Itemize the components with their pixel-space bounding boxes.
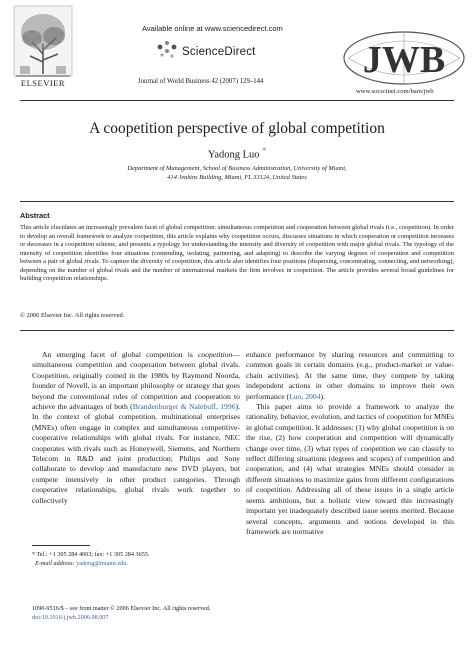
citation-link-brandenburger[interactable]: Brandenburger & Nalebuff, 1996	[132, 402, 236, 412]
abstract-text: This article elucidates an increasingly prevalent facet of global competition: simultaneous competition and cooperation between global rivals (i.e., coopetition). In order to develop an overall framework to analyze coopetition, this article explains why coopetition occurs, discusses situations in which cooperation or competition increases or decreases in a coopetition scheme, and presents a typology for understanding the intensity and diversity of coopetition with major global rivals. The typology of the intensity of coopetition identifies four situations (contending, isolating, partnering, and adapting) to describe the varying degrees of cooperation and competition between a pair of global rivals. To capture the diversity of coopetition, this article also identifies four positions (dispersing, concentrating, connecting, and networking), depending on the number of global rivals and the number of international markets the firm involves in coopetition. The article provides several broad guidelines for building coopetition relationships.	[20, 224, 454, 283]
coopetition-term: coopetition	[197, 350, 233, 359]
sciencedirect-wordmark[interactable]: ScienceDirect	[182, 46, 256, 58]
available-online-text: Available online at www.sciencedirect.com	[142, 24, 283, 33]
email-link[interactable]: yadong@miami.edu.	[76, 560, 128, 567]
journal-citation: Journal of World Business 42 (2007) 129–144	[138, 78, 264, 85]
intro-paragraph-2: This paper aims to provide a framework to analyze the rationality, behavior, evolution, and tactics of coopetition for MNEs in global competition. It addresses: (1) why global coopetition is on the rise, (2) how cooperation and competition will dynamically change over time, (3) what types of coopetition we can classify to reflect differing situations (degrees and scopes) of competition and cooperation, and (4) what strategies MNEs should consider in different situations to maximize gains from different configurations of coopetition. Addressing all of these issues in a single article seems ambitious, but a holistic view toward this increasingly important yet inadequately described issue seems merited. Because several concepts, arguments and notions developed in this framework are normative	[246, 402, 454, 536]
citation-link-luo[interactable]: Luo, 2004	[289, 391, 321, 401]
author-affiliation	[0, 165, 474, 182]
journal-url-link[interactable]: www.socscinet.com/bam/jwb	[356, 88, 434, 95]
issn-line: 1090-9516/$ – see front matter © 2006 Elsevier Inc. All rights reserved.	[32, 605, 211, 612]
abstract-bottom-divider	[20, 330, 454, 331]
doi-link[interactable]: doi:10.1016/j.jwb.2006.08.007	[32, 613, 109, 621]
abstract-heading: Abstract	[20, 211, 50, 220]
abstract-top-divider	[20, 201, 454, 202]
intro-paragraph-1-cont: enhance performance by sharing resources and committing to common goals in certain domains (e.g., product-market or value-chain activities). At the same time, they compete by taking independent actions in other domains to improve their own performance (Luo, 2004).	[246, 350, 454, 401]
publisher-name: ELSEVIER	[20, 78, 66, 88]
elsevier-tree-logo	[12, 4, 74, 88]
article-meta	[32, 605, 210, 623]
affiliation-line-2: 414 Jenkins Building, Miami, FL 33124, United States	[167, 173, 307, 181]
author-name: Yadong Luo	[207, 149, 260, 161]
footnote-contact: * Tel.: +1 305 284 4003; fax: +1 305 284 3655.	[32, 551, 150, 558]
footnote-divider	[32, 545, 90, 546]
article-title: A coopetition perspective of global competition	[89, 120, 385, 137]
body-left-column	[32, 350, 240, 506]
email-label: E-mail address:	[35, 560, 75, 567]
intro-paragraph-1: An emerging facet of global competition is coopetition—simultaneous competition and cooperation between global rivals. Coopetition, originally coined in the 1980s by Raymond Noorda, founder of Novell, is an important philosophy or strategy that goes beyond the conventional rules of competition and cooperation to achieve the advantages of both (Brandenburger & Nalebuff, 1996). In the context of global competition, multinational enterprises (MNEs) often engage in complex and simultaneous competitive-cooperative relationships with global rivals. For instance, NEC cooperates with rivals such as Honeywell, Siemens, and Northern Telecom in R&D and joint production; Philips and Sony collaborate to develop and manufacture new DVD players, but compete intensively in other product categories. Through cooperative relationships, global rivals work together to collectively	[32, 350, 240, 505]
author-footnote	[32, 550, 242, 568]
affiliation-line-1: Department of Management, School of Business Administration, University of Miami,	[127, 165, 347, 172]
abstract-copyright: © 2006 Elsevier Inc. All rights reserved.	[20, 312, 125, 319]
jwb-journal-logo	[342, 28, 466, 90]
author-footnote-mark[interactable]: *	[262, 146, 267, 155]
article-author	[0, 146, 474, 161]
body-right-column	[246, 350, 454, 537]
header-divider	[20, 100, 454, 101]
jwb-logo-letters: JWB	[362, 39, 446, 81]
footnote-email-line	[32, 559, 242, 568]
